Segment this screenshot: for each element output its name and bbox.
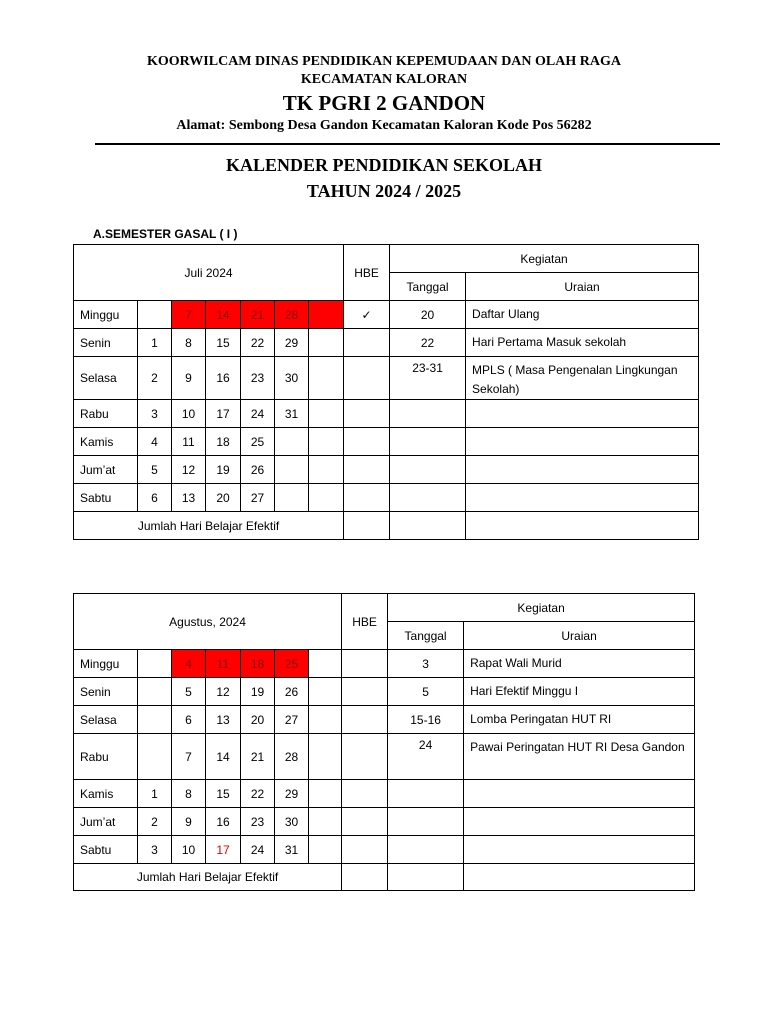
hbe-cell — [342, 650, 388, 678]
date-cell: 7 — [172, 734, 206, 780]
date-cell: 4 — [172, 650, 206, 678]
hbe-cell — [342, 808, 388, 836]
date-cell: 3 — [138, 836, 172, 864]
activity-description — [464, 678, 695, 706]
date-cell: 28 — [275, 734, 309, 780]
document-year: TAHUN 2024 / 2025 — [306, 181, 462, 201]
date-cell: 8 — [172, 329, 206, 357]
date-cell: 12 — [206, 678, 241, 706]
activity-description — [466, 400, 699, 428]
activity-description — [466, 484, 699, 512]
empty-cell — [390, 512, 466, 540]
date-cell: 6 — [138, 484, 172, 512]
table-row — [74, 456, 699, 484]
date-cell — [138, 650, 172, 678]
date-cell: 19 — [206, 456, 241, 484]
date-cell: 25 — [275, 650, 309, 678]
day-name: Selasa — [74, 357, 138, 400]
activity-description — [464, 808, 695, 836]
date-cell: 1 — [138, 780, 172, 808]
date-cell: 18 — [241, 650, 275, 678]
date-cell: 17 — [206, 400, 241, 428]
activity-date — [388, 808, 464, 836]
table-row — [74, 678, 695, 706]
date-cell: 17 — [206, 836, 241, 864]
activity-description — [464, 706, 695, 734]
date-cell: 10 — [172, 836, 206, 864]
table-row — [74, 484, 699, 512]
month-name: Juli 2024 — [74, 245, 344, 301]
activity-date: 23-31 — [390, 357, 466, 400]
date-cell — [138, 678, 172, 706]
date-cell — [309, 808, 342, 836]
table-row — [74, 329, 699, 357]
date-cell: 26 — [241, 456, 275, 484]
date-cell: 29 — [275, 329, 309, 357]
date-cell: 11 — [206, 650, 241, 678]
date-cell: 5 — [138, 456, 172, 484]
month-table — [73, 244, 699, 540]
date-cell: 8 — [172, 780, 206, 808]
date-cell: 23 — [241, 808, 275, 836]
hbe-cell — [342, 706, 388, 734]
date-cell: 16 — [206, 357, 241, 400]
date-cell: 24 — [241, 836, 275, 864]
day-name: Minggu — [74, 650, 138, 678]
effective-days-label: Jumlah Hari Belajar Efektif — [74, 512, 344, 540]
date-cell: 16 — [206, 808, 241, 836]
date-cell: 20 — [206, 484, 241, 512]
date-cell: 13 — [172, 484, 206, 512]
date-cell: 29 — [275, 780, 309, 808]
hbe-header: HBE — [344, 245, 390, 301]
day-name: Jum’at — [74, 456, 138, 484]
day-name: Kamis — [74, 428, 138, 456]
school-name: TK PGRI 2 GANDON — [282, 91, 486, 115]
date-cell: 12 — [172, 456, 206, 484]
date-cell: 30 — [275, 357, 309, 400]
date-cell: 11 — [172, 428, 206, 456]
activity-description — [464, 780, 695, 808]
document-title: KALENDER PENDIDIKAN SEKOLAH — [225, 155, 543, 175]
date-cell: 22 — [241, 780, 275, 808]
activity-text: Daftar Ulang — [472, 307, 540, 321]
activity-description — [464, 734, 695, 780]
date-cell: 31 — [275, 400, 309, 428]
effective-days-value — [344, 512, 390, 540]
empty-cell — [388, 864, 464, 891]
date-cell: 15 — [206, 780, 241, 808]
date-cell: 5 — [172, 678, 206, 706]
date-cell: 24 — [241, 400, 275, 428]
date-cell — [309, 836, 342, 864]
day-name: Selasa — [74, 706, 138, 734]
activity-text: Hari Pertama Masuk sekolah — [472, 335, 627, 349]
date-cell: 9 — [172, 357, 206, 400]
date-cell: 19 — [241, 678, 275, 706]
activity-date: 5 — [388, 678, 464, 706]
hbe-cell — [344, 484, 390, 512]
activity-date: 22 — [390, 329, 466, 357]
activity-text: Hari Efektif Minggu I — [470, 684, 579, 698]
date-cell: 21 — [241, 301, 275, 329]
day-name: Sabtu — [74, 484, 138, 512]
empty-cell — [466, 512, 699, 540]
empty-cell — [464, 864, 695, 891]
activity-date — [390, 456, 466, 484]
hbe-cell: ✓ — [344, 301, 390, 329]
date-cell: 22 — [241, 329, 275, 357]
activity-description — [464, 836, 695, 864]
hbe-header: HBE — [342, 594, 388, 650]
activity-date: 15-16 — [388, 706, 464, 734]
activity-text: MPLS ( Masa Pengenalan Lingkungan Sekolah) — [472, 363, 678, 396]
date-cell — [309, 678, 342, 706]
date-cell — [275, 428, 309, 456]
day-name: Sabtu — [74, 836, 138, 864]
date-cell: 25 — [241, 428, 275, 456]
uraian-header: Uraian — [466, 273, 699, 301]
date-cell: 18 — [206, 428, 241, 456]
semester-label: A.SEMESTER GASAL ( I ) — [93, 227, 238, 241]
date-cell — [309, 456, 344, 484]
activity-description — [466, 301, 699, 329]
date-cell: 26 — [275, 678, 309, 706]
date-cell — [309, 357, 344, 400]
date-cell — [275, 456, 309, 484]
table-row — [74, 734, 695, 780]
kegiatan-header: Kegiatan — [388, 594, 695, 622]
activity-text: Lomba Peringatan HUT RI — [470, 712, 612, 726]
tanggal-header: Tanggal — [390, 273, 466, 301]
activity-text: Rapat Wali Murid — [470, 656, 562, 670]
activity-description — [466, 357, 699, 400]
date-cell: 6 — [172, 706, 206, 734]
hbe-cell — [344, 456, 390, 484]
date-cell: 31 — [275, 836, 309, 864]
date-cell — [275, 484, 309, 512]
activity-date — [390, 484, 466, 512]
date-cell: 21 — [241, 734, 275, 780]
agency-line-2: KECAMATAN KALORAN — [300, 72, 468, 87]
activity-date — [388, 780, 464, 808]
date-cell — [309, 400, 344, 428]
day-name: Rabu — [74, 400, 138, 428]
activity-description — [466, 329, 699, 357]
date-cell: 4 — [138, 428, 172, 456]
day-name: Minggu — [74, 301, 138, 329]
month-name: Agustus, 2024 — [74, 594, 342, 650]
date-cell — [138, 706, 172, 734]
table-row — [74, 400, 699, 428]
hbe-cell — [342, 734, 388, 780]
hbe-cell — [344, 329, 390, 357]
date-cell: 28 — [275, 301, 309, 329]
header-divider — [95, 143, 720, 145]
hbe-cell — [342, 678, 388, 706]
date-cell: 30 — [275, 808, 309, 836]
date-cell: 14 — [206, 734, 241, 780]
date-cell — [138, 301, 172, 329]
activity-description — [464, 650, 695, 678]
activity-text: Pawai Peringatan HUT RI Desa Gandon — [470, 740, 685, 754]
day-name: Kamis — [74, 780, 138, 808]
day-name: Rabu — [74, 734, 138, 780]
effective-days-value — [342, 864, 388, 891]
date-cell — [309, 650, 342, 678]
date-cell — [309, 734, 342, 780]
date-cell: 2 — [138, 808, 172, 836]
date-cell: 20 — [241, 706, 275, 734]
table-row — [74, 301, 699, 329]
day-name: Jum’at — [74, 808, 138, 836]
activity-date: 24 — [388, 734, 464, 780]
month-table — [73, 593, 695, 891]
day-name: Senin — [74, 329, 138, 357]
date-cell — [309, 329, 344, 357]
date-cell: 23 — [241, 357, 275, 400]
date-cell: 13 — [206, 706, 241, 734]
effective-days-label: Jumlah Hari Belajar Efektif — [74, 864, 342, 891]
table-row — [74, 780, 695, 808]
date-cell — [309, 780, 342, 808]
uraian-header: Uraian — [464, 622, 695, 650]
date-cell: 15 — [206, 329, 241, 357]
table-row — [74, 706, 695, 734]
date-cell — [309, 484, 344, 512]
date-cell: 3 — [138, 400, 172, 428]
date-cell: 1 — [138, 329, 172, 357]
activity-description — [466, 428, 699, 456]
hbe-cell — [344, 357, 390, 400]
activity-description — [466, 456, 699, 484]
hbe-cell — [342, 836, 388, 864]
agency-line-1: KOORWILCAM DINAS PENDIDIKAN KEPEMUDAAN DAN OLAH RAGA — [147, 54, 621, 69]
table-row — [74, 808, 695, 836]
hbe-cell — [344, 428, 390, 456]
activity-date: 3 — [388, 650, 464, 678]
date-cell — [309, 428, 344, 456]
activity-date — [390, 400, 466, 428]
date-cell: 27 — [241, 484, 275, 512]
table-row — [74, 836, 695, 864]
date-cell: 10 — [172, 400, 206, 428]
date-cell — [309, 706, 342, 734]
date-cell: 14 — [206, 301, 241, 329]
date-cell: 27 — [275, 706, 309, 734]
day-name: Senin — [74, 678, 138, 706]
activity-date: 20 — [390, 301, 466, 329]
hbe-cell — [342, 780, 388, 808]
tanggal-header: Tanggal — [388, 622, 464, 650]
date-cell: 2 — [138, 357, 172, 400]
table-row — [74, 428, 699, 456]
school-address: Alamat: Sembong Desa Gandon Kecamatan Kaloran Kode Pos 56282 — [176, 118, 592, 133]
date-cell — [309, 301, 344, 329]
date-cell: 7 — [172, 301, 206, 329]
hbe-cell — [344, 400, 390, 428]
activity-date — [390, 428, 466, 456]
date-cell — [138, 734, 172, 780]
activity-date — [388, 836, 464, 864]
table-row — [74, 650, 695, 678]
table-row — [74, 357, 699, 400]
kegiatan-header: Kegiatan — [390, 245, 699, 273]
date-cell: 9 — [172, 808, 206, 836]
